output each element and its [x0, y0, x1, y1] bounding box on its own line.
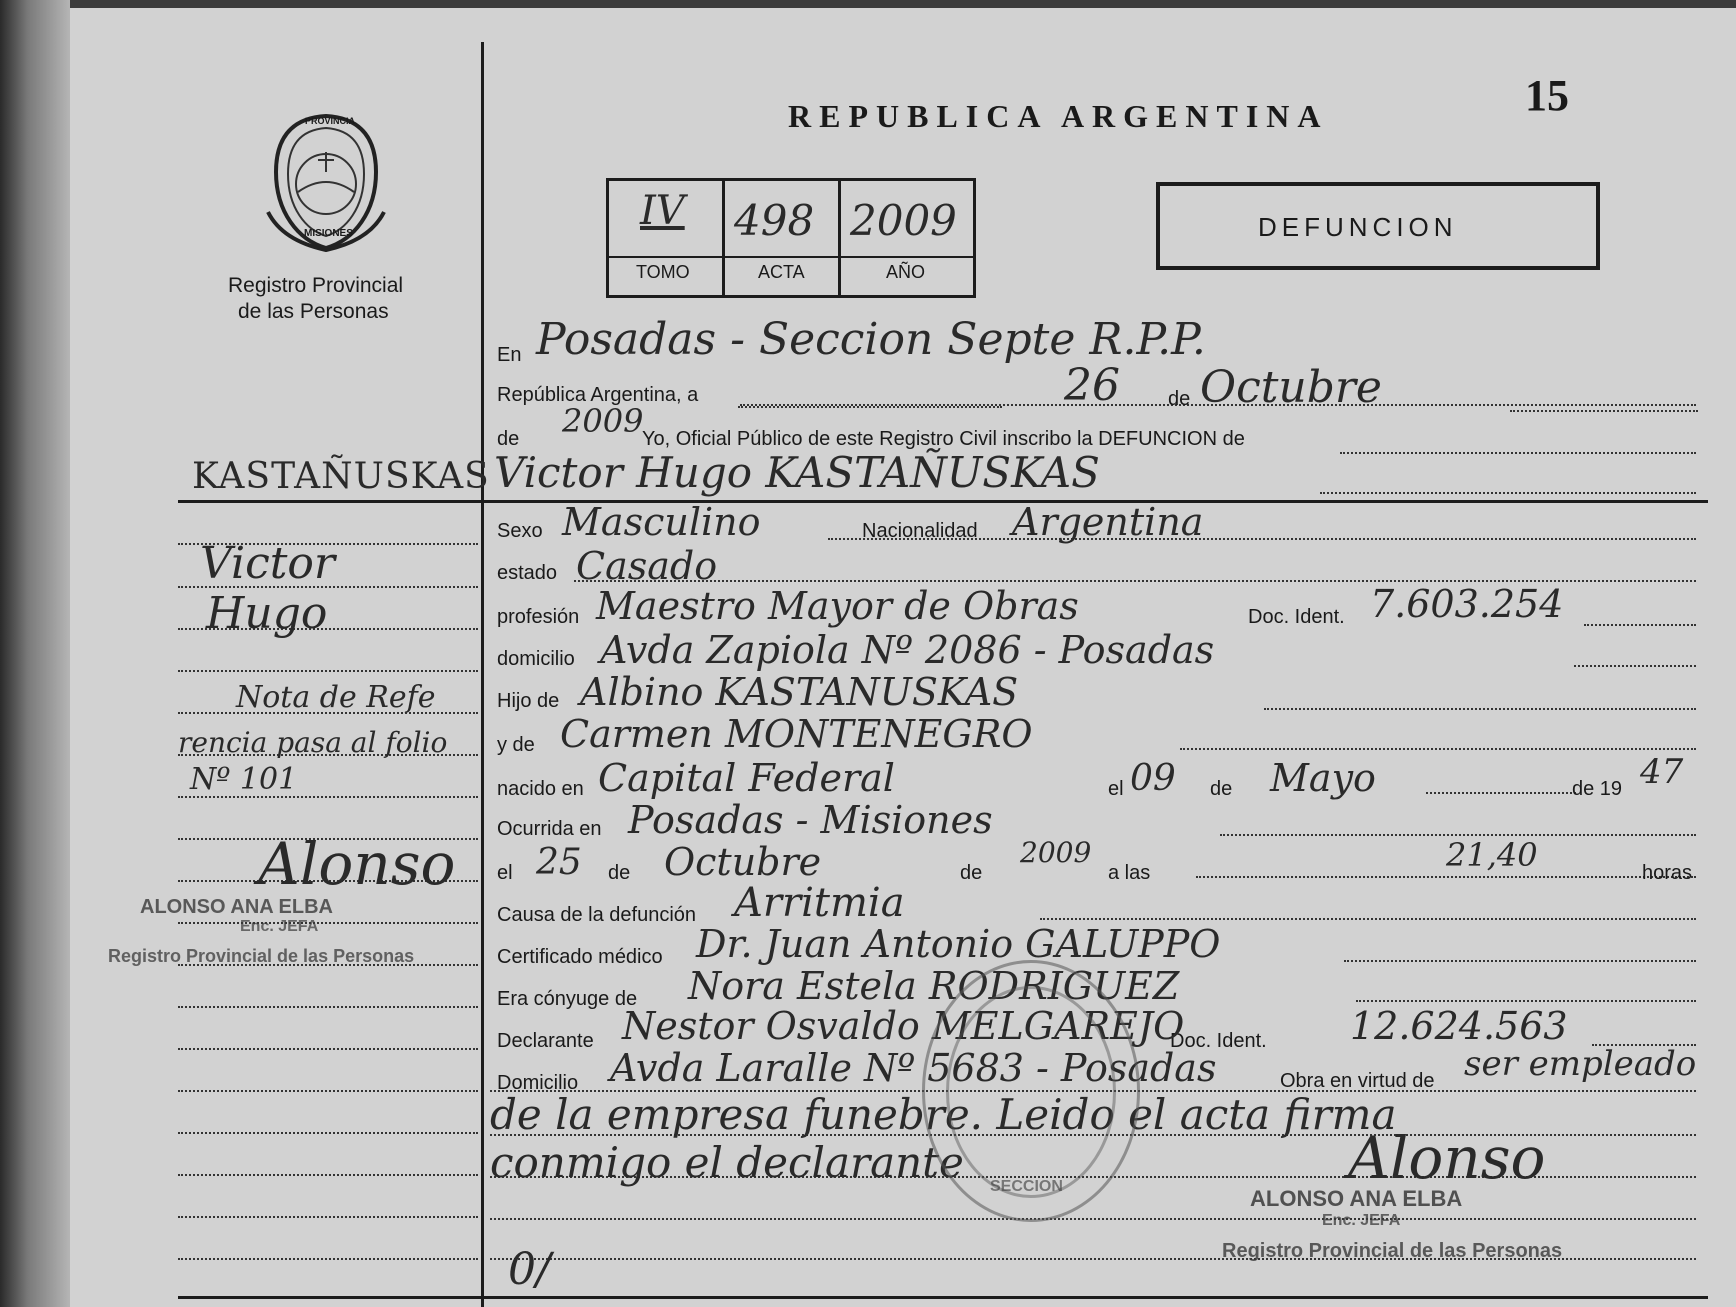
margin-note-line3: Nº 101 — [190, 762, 298, 797]
emblem-top-text: PROVINCIA — [305, 116, 356, 126]
value-doc: 7.603.254 — [1370, 582, 1564, 626]
value-sexo: Masculino — [562, 500, 761, 544]
value-ocurrida: Posadas - Misiones — [628, 798, 993, 842]
label-domicilio: domicilio — [497, 648, 575, 670]
margin-given-name-2: Hugo — [206, 588, 328, 639]
label-obra: Obra en virtud de — [1280, 1070, 1435, 1092]
label-causa: Causa de la defunción — [497, 904, 697, 926]
value-doc-2: 12.624.563 — [1350, 1004, 1568, 1048]
margin-stamp-org: Registro Provincial de las Personas — [108, 946, 415, 966]
column-divider — [481, 42, 484, 1307]
acta-value: 498 — [734, 196, 815, 245]
value-nacido-dia: 09 — [1130, 758, 1176, 799]
label-de-19: de 19 — [1572, 778, 1623, 800]
value-certificado: Dr. Juan Antonio GALUPPO — [696, 922, 1221, 966]
official-signature: Alonso — [1348, 1124, 1546, 1192]
value-year: 2009 — [562, 402, 644, 440]
label-de-month: de — [1168, 388, 1191, 410]
label-y-de: y de — [497, 734, 535, 756]
value-def-dia: 25 — [536, 842, 582, 883]
tomo-value: IV — [640, 188, 685, 234]
value-day: 26 — [1064, 360, 1120, 411]
registry-name-line2: de las Personas — [238, 300, 389, 323]
anio-label: AÑO — [886, 262, 926, 282]
value-hora: 21,40 — [1446, 836, 1538, 874]
value-madre: Carmen MONTENEGRO — [560, 712, 1033, 756]
margin-note-line1: Nota de Refe — [236, 680, 436, 715]
value-domicilio: Avda Zapiola Nº 2086 - Posadas — [600, 628, 1215, 672]
book-binding-edge — [0, 0, 70, 1307]
value-nacionalidad: Argentina — [1012, 500, 1204, 544]
registry-name-line1: Registro Provincial — [228, 274, 404, 297]
label-nacido-el: el — [1108, 778, 1124, 800]
value-declarante: Nestor Osvaldo MELGAREJO — [622, 1004, 1185, 1048]
margin-signature: Alonso — [258, 830, 456, 898]
value-deceased-name: Victor Hugo KASTAÑUSKAS — [494, 448, 1100, 497]
label-estado: estado — [497, 562, 558, 584]
label-domicilio-2: Domicilio — [497, 1072, 579, 1094]
margin-top-rule — [178, 500, 1708, 503]
official-stamp-name: ALONSO ANA ELBA — [1250, 1186, 1463, 1211]
label-def-de-month: de — [608, 862, 631, 884]
value-def-mes: Octubre — [664, 840, 822, 884]
value-continuation-2: conmigo el declarante — [490, 1138, 964, 1187]
label-sexo: Sexo — [497, 520, 543, 542]
label-inscribo: Yo, Oficial Público de este Registro Civil inscribo la DEFUNCION de — [642, 428, 1245, 450]
label-republica: República Argentina, a — [497, 384, 699, 406]
anio-value: 2009 — [850, 196, 957, 245]
label-def-el: el — [497, 862, 513, 884]
closing-mark: 0/ — [508, 1244, 551, 1295]
value-profesion: Maestro Mayor de Obras — [596, 584, 1079, 628]
label-nacido-en: nacido en — [497, 778, 584, 800]
label-def-de-year: de — [960, 862, 983, 884]
label-doc-ident-2: Doc. Ident. — [1170, 1030, 1267, 1052]
label-nacionalidad: Nacionalidad — [862, 520, 978, 542]
value-def-anio: 2009 — [1020, 836, 1092, 869]
margin-stamp-role: Enc. JEFA — [240, 918, 319, 935]
page-number: 15 — [1525, 71, 1569, 120]
value-obra: ser empleado — [1464, 1044, 1697, 1084]
label-declarante: Declarante — [497, 1030, 594, 1052]
value-causa: Arritmia — [734, 880, 905, 926]
seal-text: SECCION — [990, 1178, 1063, 1195]
value-nacido-mes: Mayo — [1270, 756, 1376, 800]
acta-label: ACTA — [758, 262, 805, 282]
value-en: Posadas - Seccion Septe R.P.P. — [536, 314, 1206, 365]
value-nacido-en: Capital Federal — [598, 756, 895, 800]
value-padre: Albino KASTANUSKAS — [580, 670, 1019, 714]
label-hijo-de: Hijo de — [497, 690, 560, 712]
country-heading: REPUBLICA ARGENTINA — [788, 98, 1329, 134]
label-conyuge: Era cónyuge de — [497, 988, 638, 1010]
label-de-year: de — [497, 428, 520, 450]
tomo-label: TOMO — [636, 262, 690, 282]
page-bottom-rule — [178, 1296, 1708, 1299]
margin-given-name-1: Victor — [200, 538, 335, 589]
value-continuation-1: de la empresa funebre. Leido el acta firma — [490, 1090, 1397, 1139]
label-ocurrida-en: Ocurrida en — [497, 818, 602, 840]
official-stamp-role: Enc. JEFA — [1322, 1212, 1401, 1229]
official-stamp-org: Registro Provincial de las Personas — [1222, 1240, 1563, 1262]
label-a-las: a las — [1108, 862, 1151, 884]
label-profesion: profesión — [497, 606, 580, 628]
label-doc-ident: Doc. Ident. — [1248, 606, 1345, 628]
label-horas: horas — [1642, 862, 1693, 884]
label-nacido-de: de — [1210, 778, 1233, 800]
label-certificado: Certificado médico — [497, 946, 663, 968]
margin-stamp-name: ALONSO ANA ELBA — [140, 896, 333, 918]
value-conyuge: Nora Estela RODRIGUEZ — [688, 964, 1180, 1008]
value-nacido-anio: 47 — [1640, 752, 1684, 792]
record-type-label: DEFUNCION — [1258, 212, 1458, 242]
emblem-bottom-text: MISIONES — [304, 228, 353, 239]
label-en: En — [497, 344, 522, 366]
margin-surname: KASTAÑUSKAS — [192, 456, 490, 497]
value-domicilio-2: Avda Laralle Nº 5683 - Posadas — [610, 1046, 1217, 1090]
value-estado: Casado — [576, 544, 718, 588]
value-month: Octubre — [1200, 362, 1382, 413]
margin-note-line2: rencia pasa al folio — [178, 726, 448, 759]
